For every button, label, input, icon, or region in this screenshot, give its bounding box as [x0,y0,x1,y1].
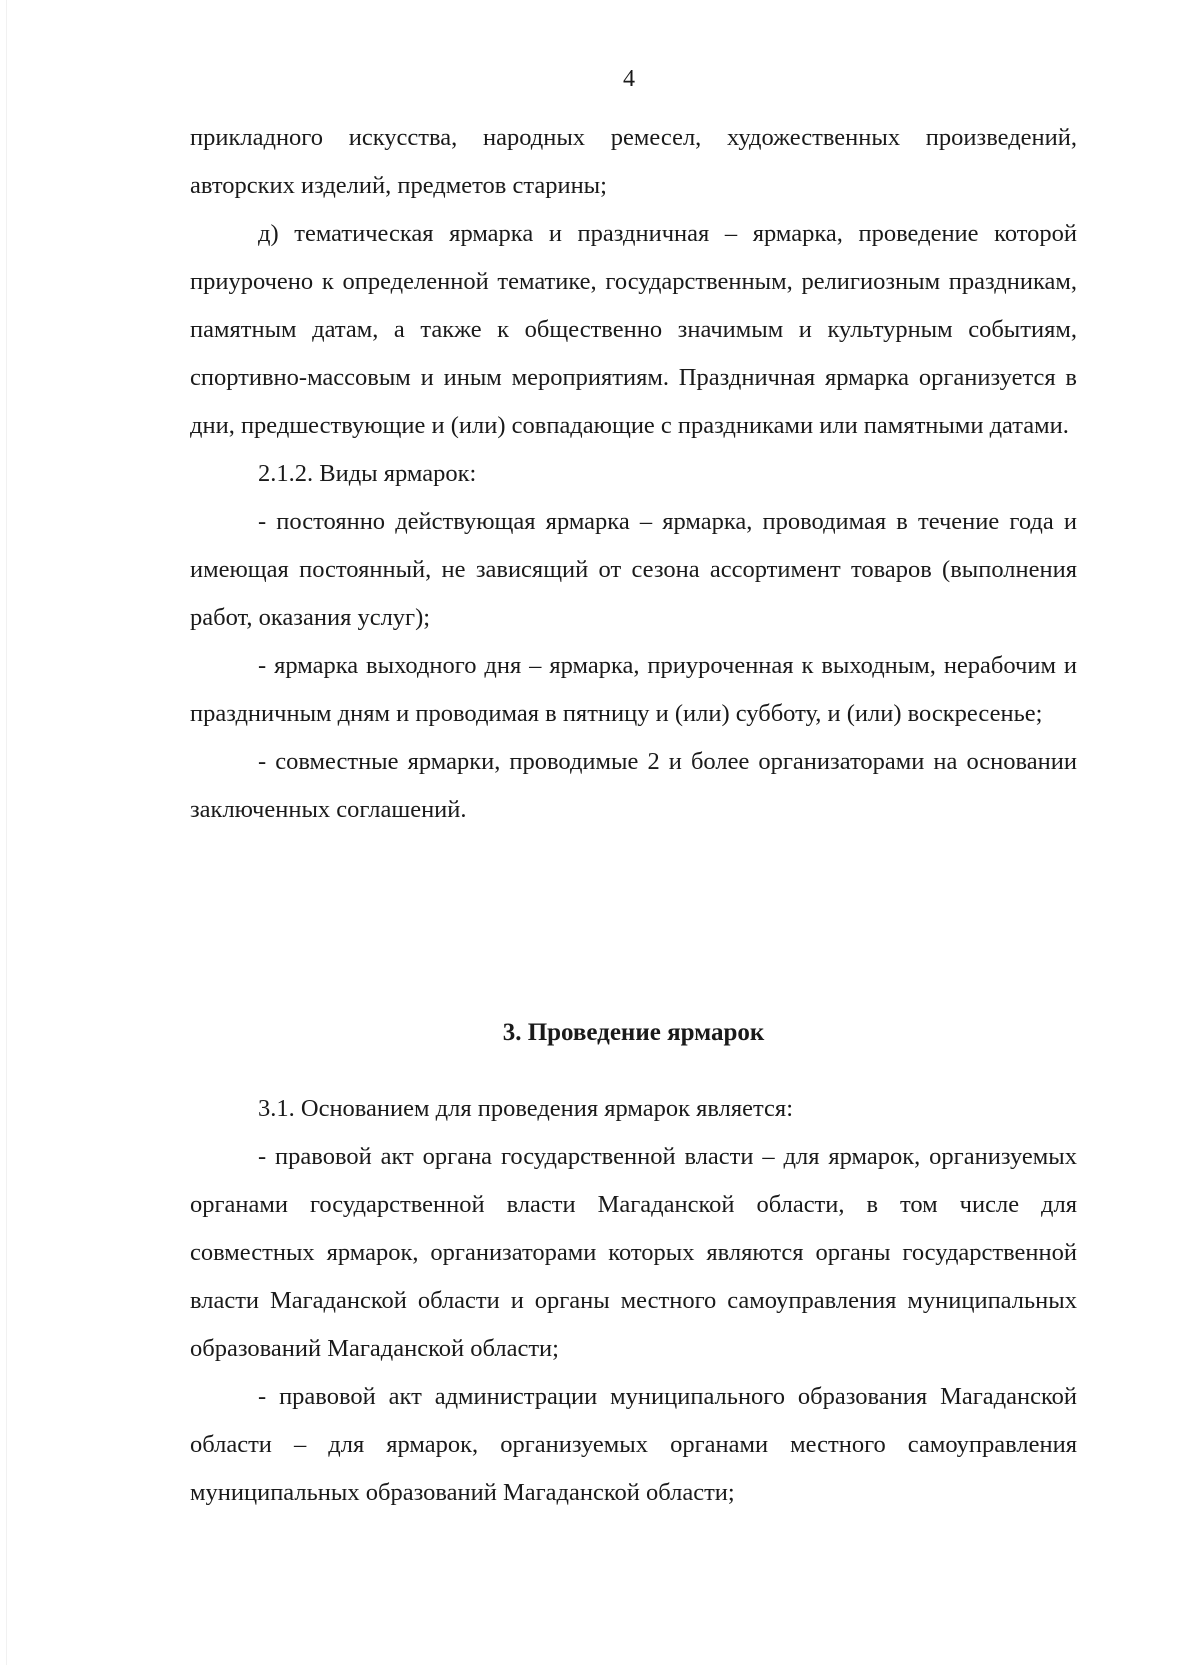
scan-edge-line [6,0,7,1665]
paragraph-thematic-fair: д) тематическая ярмарка и праздничная – ярмарка, проведение которой приурочено к определенной тематике, государственным, религиозным праздникам, памятным датам, а также к общественно значимым и культурным событиям, спортивно-массовым и иным мероприятиям. Праздничная ярмарка организуется в дни, предшествующие и (или) совпадающие с праздниками или памятными датами. [190,220,1077,439]
body-text-section-3 [190,1085,1077,1517]
paragraph-basis: 3.1. Основанием для проведения ярмарок является: [258,1095,794,1122]
paragraph-continuation: прикладного искусства, народных ремесел, художественных произведений, авторских изделий, предметов старины; [190,124,1077,199]
paragraph-joint-fairs: - совместные ярмарки, проводимые 2 и более организаторами на основании заключенных соглашений. [190,748,1077,823]
paragraph-state-act: - правовой акт органа государственной власти – для ярмарок, организуемых органами государственной власти Магаданской области, в том числе для совместных ярмарок, организаторами которых являются органы государственной власти Магаданской области и органы местного самоуправления муниципальных образований Магаданской области; [190,1143,1077,1362]
body-text-top [190,114,1077,834]
paragraph-municipal-act: - правовой акт администрации муниципального образования Магаданской области – для ярмарок, организуемых органами местного самоуправления муниципальных образований Магаданской области; [190,1383,1077,1506]
section-heading: 3. Проведение ярмарок [502,1019,765,1046]
page-number: 4 [623,66,635,92]
paragraph-weekend-fair: - ярмарка выходного дня – ярмарка, приуроченная к выходным, нерабочим и праздничным дням и проводимая в пятницу и (или) субботу, и (или) воскресенье; [190,652,1077,727]
paragraph-fair-types-heading: 2.1.2. Виды ярмарок: [258,460,477,487]
paragraph-permanent-fair: - постоянно действующая ярмарка – ярмарка, проводимая в течение года и имеющая постоянный, не зависящий от сезона ассортимент товаров (выполнения работ, оказания услуг); [190,508,1077,631]
